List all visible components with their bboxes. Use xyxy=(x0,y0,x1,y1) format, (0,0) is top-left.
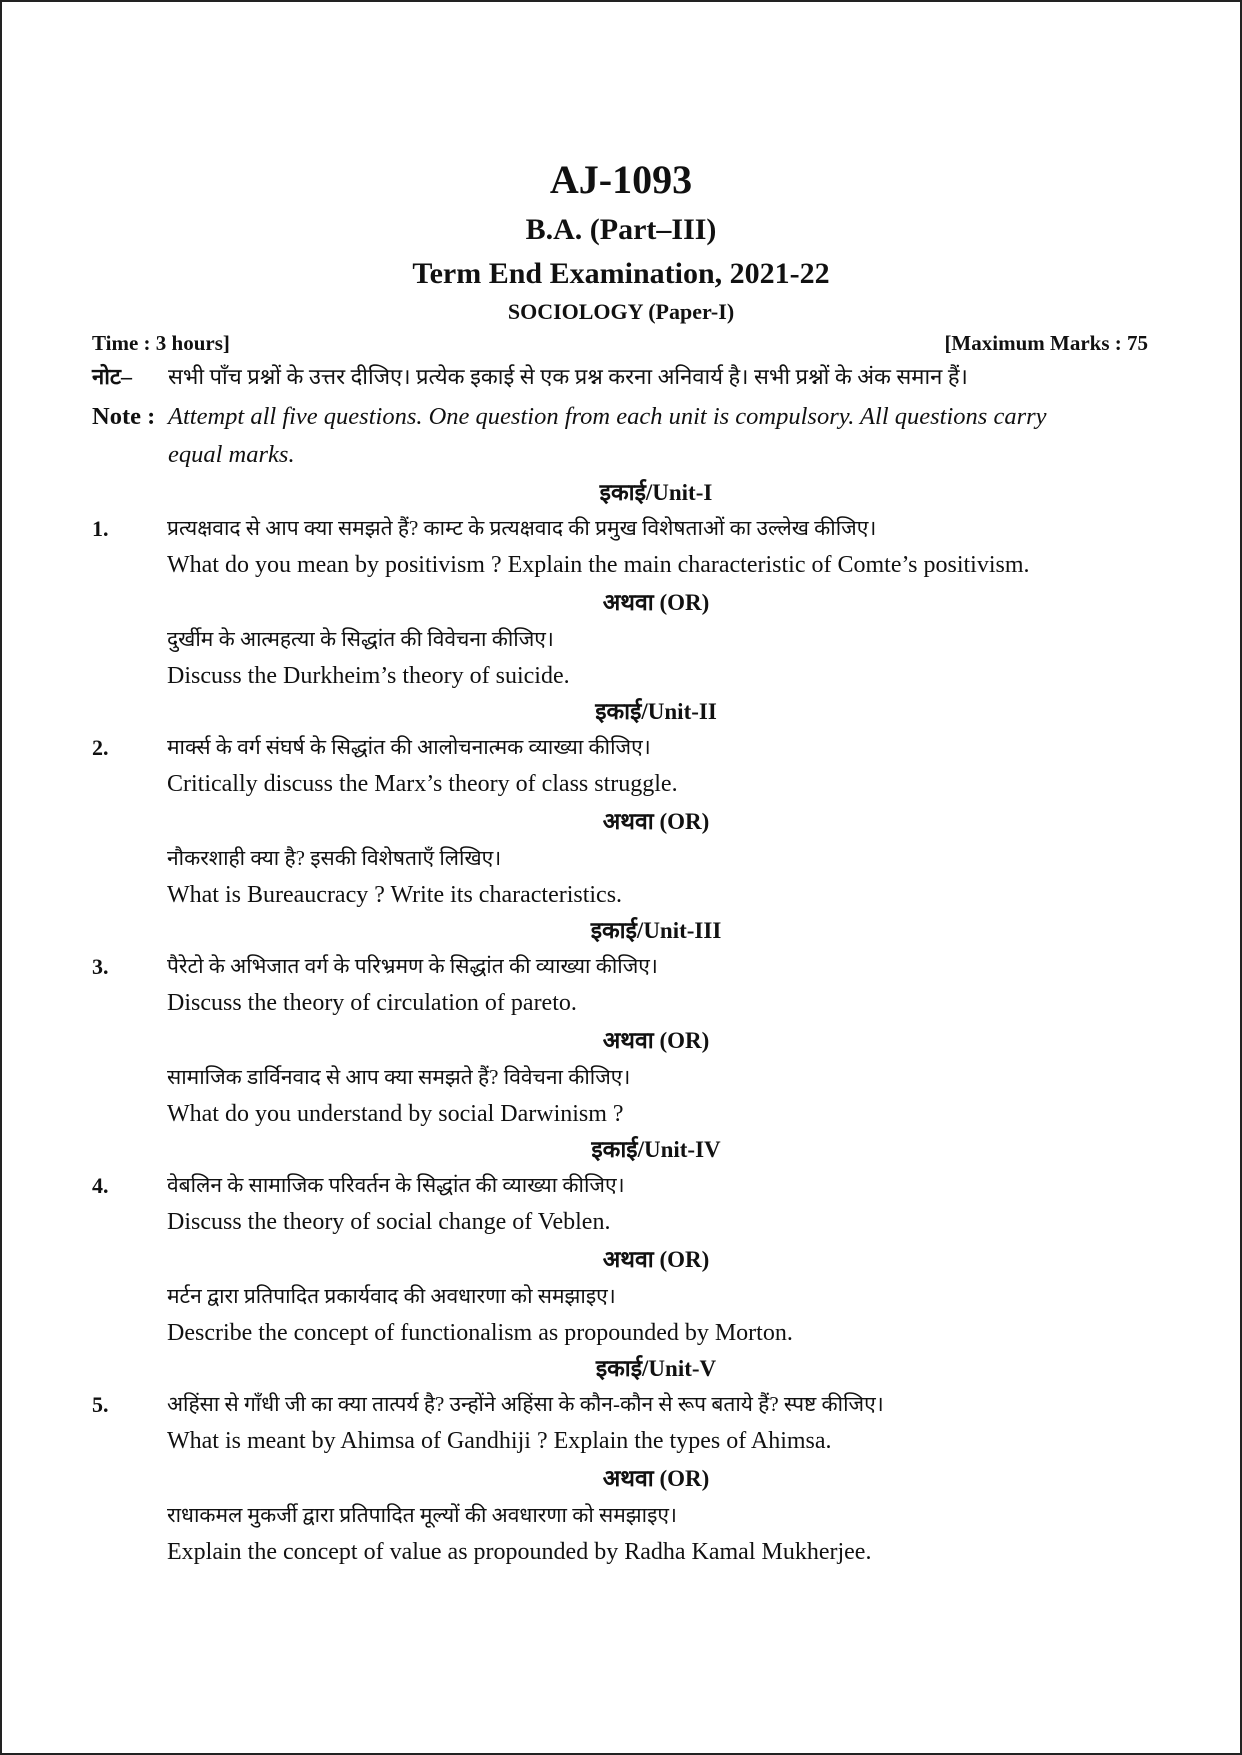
question-english xyxy=(92,877,1180,914)
question-text: पैरेटो के अभिजात वर्ग के परिभ्रमण के सिद्धांत की व्याख्या कीजिए। xyxy=(167,954,658,978)
course-title: B.A. (Part–III) xyxy=(525,213,717,246)
time-marks-row xyxy=(92,328,1148,358)
unit-block xyxy=(92,695,1180,914)
question-number: 3. xyxy=(92,954,109,979)
unit-heading: इकाई/Unit-IV xyxy=(591,1137,721,1162)
time-allowed: Time : 3 hours] xyxy=(92,331,230,355)
question-number: 4. xyxy=(92,1173,109,1198)
unit-heading: इकाई/Unit-V xyxy=(595,1356,717,1381)
unit-heading: इकाई/Unit-I xyxy=(599,480,713,505)
paper-code: AJ-1093 xyxy=(549,157,693,202)
question-text: नौकरशाही क्या है? इसकी विशेषताएँ लिखिए। xyxy=(167,846,502,870)
question-hindi xyxy=(92,1059,1180,1096)
question-english xyxy=(92,1315,1180,1352)
question-english xyxy=(92,1096,1180,1133)
note-english-label: Note : xyxy=(92,403,156,430)
unit-heading: इकाई/Unit-II xyxy=(595,699,717,724)
question-english xyxy=(92,658,1180,695)
question-text: वेबलिन के सामाजिक परिवर्तन के सिद्धांत की व्याख्या कीजिए। xyxy=(167,1173,625,1197)
questions-body xyxy=(92,476,1180,1571)
question-hindi xyxy=(92,1278,1180,1315)
note-english-line2: equal marks. xyxy=(168,441,295,468)
question-english xyxy=(92,766,1180,803)
or-divider: अथवा (OR) xyxy=(602,1466,710,1491)
unit-heading: इकाई/Unit-III xyxy=(590,918,722,943)
or-divider: अथवा (OR) xyxy=(602,590,710,615)
subject-title: SOCIOLOGY (Paper-I) xyxy=(507,299,735,324)
question-hindi xyxy=(92,1167,1180,1204)
question-hindi xyxy=(92,840,1180,877)
question-text: प्रत्यक्षवाद से आप क्या समझते हैं? काम्ट के प्रत्यक्षवाद की प्रमुख विशेषताओं का उल्लेख कीजिए। xyxy=(167,516,877,540)
question-text: Describe the concept of functionalism as propounded by Morton. xyxy=(167,1320,793,1346)
paper-header xyxy=(2,152,1240,328)
question-number: 5. xyxy=(92,1392,109,1417)
question-hindi xyxy=(92,1386,1180,1423)
question-hindi xyxy=(92,1497,1180,1534)
note-hindi-text: सभी पाँच प्रश्नों के उत्तर दीजिए। प्रत्येक इकाई से एक प्रश्न करना अनिवार्य है। सभी प्रश्नों के अंक समान हैं। xyxy=(168,364,968,389)
question-text: राधाकमल मुकर्जी द्वारा प्रतिपादित मूल्यों की अवधारणा को समझाइए। xyxy=(167,1503,677,1527)
question-english xyxy=(92,1534,1180,1571)
or-divider: अथवा (OR) xyxy=(602,1028,710,1053)
question-text: दुर्खीम के आत्महत्या के सिद्धांत की विवेचना कीजिए। xyxy=(167,627,554,651)
question-text: Explain the concept of value as propounded by Radha Kamal Mukherjee. xyxy=(167,1539,872,1565)
question-text: सामाजिक डार्विनवाद से आप क्या समझते हैं? विवेचना कीजिए। xyxy=(167,1065,631,1089)
question-text: What do you understand by social Darwinism ? xyxy=(167,1101,624,1127)
question-english xyxy=(92,1204,1180,1241)
or-divider: अथवा (OR) xyxy=(602,809,710,834)
question-english xyxy=(92,1423,1180,1460)
unit-block xyxy=(92,914,1180,1133)
maximum-marks: [Maximum Marks : 75 xyxy=(944,331,1148,355)
note-hindi xyxy=(92,360,1180,394)
unit-block xyxy=(92,1352,1180,1571)
question-hindi xyxy=(92,621,1180,658)
question-text: What is Bureaucracy ? Write its characteristics. xyxy=(167,882,623,908)
unit-block xyxy=(92,1133,1180,1352)
question-hindi xyxy=(92,729,1180,766)
question-english xyxy=(92,985,1180,1022)
note-english xyxy=(92,398,1180,474)
question-text: मार्क्स के वर्ग संघर्ष के सिद्धांत की आलोचनात्मक व्याख्या कीजिए। xyxy=(167,735,651,759)
exam-title: Term End Examination, 2021-22 xyxy=(412,257,830,290)
question-text: Discuss the Durkheim’s theory of suicide. xyxy=(167,663,570,689)
question-number: 2. xyxy=(92,735,109,760)
or-divider: अथवा (OR) xyxy=(602,1247,710,1272)
question-hindi xyxy=(92,948,1180,985)
question-text: Discuss the theory of circulation of pareto. xyxy=(167,990,577,1016)
question-text: Discuss the theory of social change of Veblen. xyxy=(167,1209,611,1235)
question-hindi xyxy=(92,510,1180,547)
question-text: What do you mean by positivism ? Explain the main characteristic of Comte’s positivism. xyxy=(167,552,1030,578)
question-text: अहिंसा से गाँधी जी का क्या तात्पर्य है? उन्होंने अहिंसा के कौन-कौन से रूप बताये हैं? स्पष्ट कीजिए। xyxy=(167,1392,884,1416)
note-hindi-label: नोट– xyxy=(92,364,132,389)
unit-block xyxy=(92,476,1180,695)
question-text: Critically discuss the Marx’s theory of class struggle. xyxy=(167,771,678,797)
question-text: मर्टन द्वारा प्रतिपादित प्रकार्यवाद की अवधारणा को समझाइए। xyxy=(167,1284,616,1308)
question-text: What is meant by Ahimsa of Gandhiji ? Explain the types of Ahimsa. xyxy=(167,1428,832,1454)
question-number: 1. xyxy=(92,516,109,541)
note-english-line1: Attempt all five questions. One question from each unit is compulsory. All questions carry xyxy=(168,403,1047,430)
question-english xyxy=(92,547,1180,584)
